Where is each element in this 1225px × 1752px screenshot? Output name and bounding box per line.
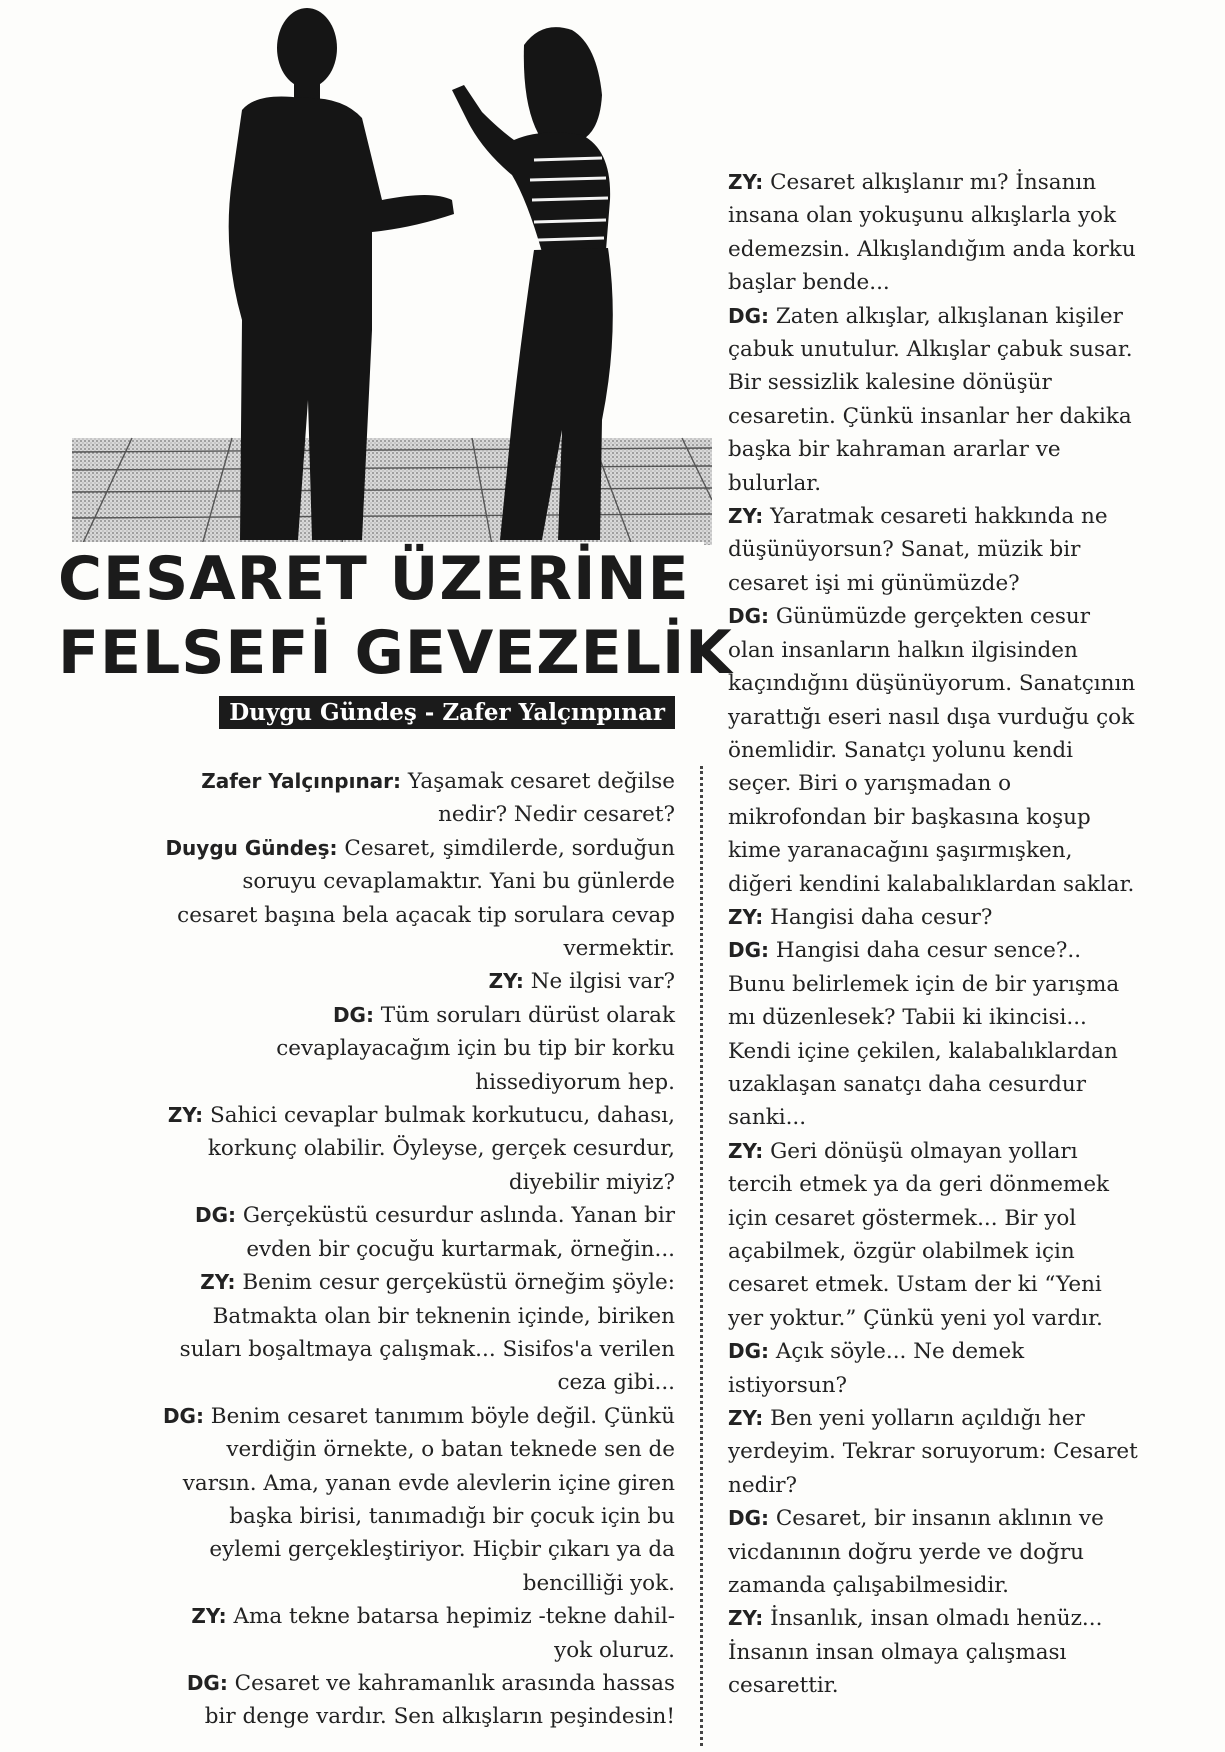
two-people-arguing-silhouette-illustration bbox=[72, 0, 712, 545]
speaker-label: ZY: bbox=[167, 1103, 204, 1128]
dialogue-text: Hangisi daha cesur sence?.. Bunu belirlemek için de bir yarışma mı düzenlesek? Tabii ki ikincisi... Kendi içine çekilen, kalabalıklardan uzaklaşan sanatçı daha cesurdur sanki... bbox=[728, 938, 1120, 1131]
speaker-label: DG: bbox=[728, 1339, 770, 1364]
speaker-label: DG: bbox=[332, 1002, 374, 1027]
right-column bbox=[728, 166, 1138, 1703]
dialogue-line bbox=[160, 965, 675, 998]
dialogue-line bbox=[160, 999, 675, 1099]
dialogue-line bbox=[728, 1135, 1138, 1335]
dialogue-text: Cesaret alkışlanır mı? İnsanın insana olan yokuşunu alkışlarla yok edemezsin. Alkışlandığım anda korku başlar bende... bbox=[728, 170, 1136, 296]
dialogue-text: Yaratmak cesareti hakkında ne düşünüyorsun? Sanat, müzik bir cesaret işi mi günümüzde? bbox=[728, 504, 1108, 596]
dialogue-text: Cesaret, şimdilerde, sorduğun soruyu cevaplamaktır. Yani bu günlerde cesaret başına bela açacak tip sorulara cevap vermektir. bbox=[177, 835, 675, 962]
speaker-label: DG: bbox=[186, 1670, 228, 1695]
left-column bbox=[160, 765, 675, 1734]
speaker-label: DG: bbox=[728, 303, 770, 328]
speaker-label: ZY: bbox=[191, 1604, 227, 1629]
column-divider bbox=[700, 766, 703, 1746]
dialogue-text: İnsanlık, insan olmadı henüz... İnsanın insan olmaya çalışması cesarettir. bbox=[728, 1606, 1103, 1699]
speaker-label: ZY: bbox=[728, 170, 764, 194]
dialogue-line bbox=[160, 765, 675, 832]
speaker-label: DG: bbox=[728, 604, 770, 629]
dialogue-text: Yaşamak cesaret değilse nedir? Nedir cesaret? bbox=[401, 769, 675, 828]
dialogue-line bbox=[728, 600, 1138, 901]
dialogue-line bbox=[160, 1099, 675, 1199]
dialogue-text: Benim cesaret tanımım böyle değil. Çünkü verdiğin örnekte, o batan teknede sen de varsın. Ama, yanan evde alevlerin içine giren başka birisi, tanımadığı bir çocuk için bu eylemi gerçekleştiriyor. Hiçbir çıkarı ya da bencilliği yok. bbox=[182, 1403, 675, 1596]
dialogue-text: Benim cesur gerçeküstü örneğim şöyle: Batmakta olan bir teknenin içinde, biriken suları boşaltmaya çalışmak... Sisifos'a verilen ceza gibi... bbox=[179, 1270, 675, 1396]
speaker-label: DG: bbox=[728, 1506, 770, 1531]
dialogue-text: Zaten alkışlar, alkışlanan kişiler çabuk unutulur. Alkışlar çabuk susar. Bir sessizlik kalesine dönüşür cesaretin. Çünkü insanlar her dakika başka bir kahraman ararlar ve bulurlar. bbox=[728, 303, 1133, 496]
dialogue-line bbox=[160, 1667, 675, 1734]
dialogue-text: Ama tekne batarsa hepimiz -tekne dahil- yok oluruz. bbox=[226, 1604, 675, 1663]
dialogue-text: Günümüzde gerçekten cesur olan insanların halkın ilgisinden kaçındığını düşünüyorum. Sanatçının yarattığı eseri nasıl dışa vurduğu çok önemlidir. Sanatçı yolunu kendi seçer. Biri o yarışmadan o mikrofondan bir başkasına koşup kime yaranacağını şaşırmışken, diğeri kendini kalabalıklardan saklar. bbox=[728, 604, 1136, 897]
title-line-2: FELSEFİ GEVEZELİK bbox=[58, 618, 733, 688]
dialogue-line bbox=[728, 1335, 1138, 1402]
dialogue-line bbox=[160, 1600, 675, 1667]
dialogue-text: Ne ilgisi var? bbox=[523, 969, 675, 995]
speaker-label: DG: bbox=[162, 1403, 204, 1428]
tiled-ground bbox=[72, 438, 712, 545]
speaker-label: ZY: bbox=[728, 504, 764, 529]
speaker-label: ZY: bbox=[488, 969, 524, 994]
dialogue-text: Cesaret ve kahramanlık arasında hassas bir denge vardır. Sen alkışların peşindesin! bbox=[204, 1670, 675, 1730]
dialogue-line bbox=[160, 1266, 675, 1400]
dialogue-text: Sahici cevaplar bulmak korkutucu, dahası, korkunç olabilir. Öyleyse, gerçek cesurdur, diyebilir miyiz? bbox=[203, 1103, 675, 1195]
dialogue-line bbox=[160, 832, 675, 966]
article-title bbox=[52, 542, 733, 690]
dialogue-line bbox=[728, 1402, 1138, 1502]
dialogue-line bbox=[160, 1400, 675, 1600]
dialogue-line bbox=[728, 300, 1138, 500]
dialogue-text: Ben yeni yolların açıldığı her yerdeyim. Tekrar soruyorum: Cesaret nedir? bbox=[728, 1406, 1138, 1498]
speaker-label: DG: bbox=[195, 1203, 237, 1228]
dialogue-text: Gerçeküstü cesurdur aslında. Yanan bir evden bir çocuğu kurtarmak, örneğin... bbox=[236, 1203, 675, 1262]
speaker-label: ZY: bbox=[728, 1138, 764, 1163]
dialogue-line bbox=[728, 934, 1138, 1134]
dialogue-text: Tüm soruları dürüst olarak cevaplayacağım için bu tip bir korku hissediyorum hep. bbox=[276, 1002, 675, 1095]
title-line-1: CESARET ÜZERİNE bbox=[58, 544, 690, 614]
author-byline: Duygu Gündeş - Zafer Yalçınpınar bbox=[219, 696, 675, 729]
speaker-label: ZY: bbox=[200, 1270, 236, 1295]
dialogue-text: Açık söyle... Ne demek istiyorsun? bbox=[728, 1339, 1025, 1398]
dialogue-line bbox=[728, 1602, 1138, 1702]
speaker-label: Zafer Yalçınpınar: bbox=[201, 769, 402, 793]
dialogue-line bbox=[728, 500, 1138, 600]
speaker-label: ZY: bbox=[728, 1406, 764, 1431]
dialogue-line bbox=[728, 901, 1138, 934]
dialogue-text: Hangisi daha cesur? bbox=[763, 904, 993, 930]
dialogue-text: Cesaret, bir insanın aklının ve vicdanının doğru yerde ve doğru zamanda çalışabilmesidir. bbox=[728, 1506, 1104, 1599]
speaker-label: DG: bbox=[728, 938, 770, 963]
speaker-label: ZY: bbox=[728, 904, 764, 929]
speaker-label: Duygu Gündeş: bbox=[165, 835, 338, 860]
dialogue-line bbox=[728, 1502, 1138, 1602]
dialogue-line bbox=[728, 166, 1138, 300]
dialogue-line bbox=[160, 1199, 675, 1266]
speaker-label: ZY: bbox=[728, 1606, 764, 1631]
dialogue-text: Geri dönüşü olmayan yolları tercih etmek ya da geri dönmemek için cesaret göstermek... Bir yol açabilmek, özgür olabilmek için cesaret etmek. Ustam der ki “Yeni yer yoktur.” Çünkü yeni yol vardır. bbox=[728, 1138, 1110, 1331]
